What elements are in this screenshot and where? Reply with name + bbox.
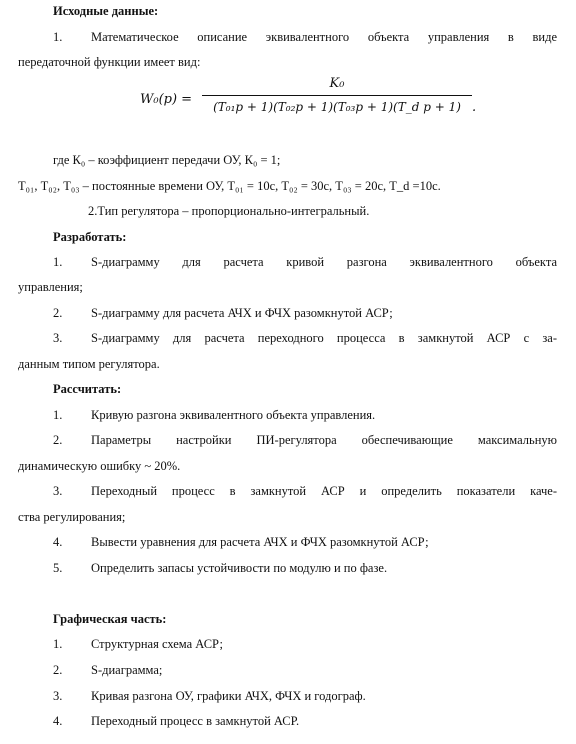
where-text: где К₀ – коэффициент передачи ОУ, К₀ = 1;	[53, 153, 281, 167]
calc-item-2-line1: 2. Параметры настройки ПИ-регулятора обеспечивающие максимальную	[53, 433, 557, 447]
calc-item-4: 4. Вывести уравнения для расчета АЧХ и ФЧХ разомкнутой АСР;	[53, 535, 429, 549]
regulator-type: 2.Тип регулятора – пропорционально-интегральный.	[88, 204, 370, 218]
heading-graphic: Графическая часть:	[53, 612, 167, 626]
formula-denominator: (T₀₁p + 1)(T₀₂p + 1)(T₀₃p + 1)(T_d p + 1)	[213, 100, 461, 114]
transfer-function-formula	[140, 74, 480, 130]
calc-item-3-line2: ства регулирования;	[18, 510, 126, 524]
formula-end: .	[472, 100, 477, 115]
graphic-item-1: 1. Структурная схема АСР;	[53, 637, 223, 651]
graphic-item-3: 3. Кривая разгона ОУ, графики АЧХ, ФЧХ и годограф.	[53, 689, 366, 703]
calc-item-1: 1. Кривую разгона эквивалентного объекта управления.	[53, 408, 376, 422]
calc-item-3-line1: 3. Переходный процесс в замкнутой АСР и определить показатели каче-	[53, 484, 557, 498]
formula-lhs: W₀(p) =	[140, 92, 193, 107]
calc-item-2-line2: динамическую ошибку ~ 20%.	[18, 459, 181, 473]
formula-numerator: K₀	[329, 76, 345, 91]
calc-item-5: 5. Определить запасы устойчивости по модулю и по фазе.	[53, 561, 388, 575]
fraction-bar	[202, 95, 472, 96]
heading-calculate: Рассчитать:	[53, 382, 122, 396]
develop-item-3-line1: 3. S-диаграмму для расчета переходного процесса в замкнутой АСР с за-	[53, 331, 557, 345]
item1-line1: 1. Математическое описание эквивалентного объекта управления в виде	[53, 30, 557, 44]
develop-item-1-line1: 1. S-диаграмму для расчета кривой разгона эквивалентного объекта	[53, 255, 557, 269]
item1-line2: передаточной функции имеет вид:	[18, 55, 201, 69]
develop-item-2: 2. S-диаграмму для расчета АЧХ и ФЧХ разомкнутой АСР;	[53, 306, 393, 320]
time-constants-text: Т₀₁, Т₀₂, Т₀₃ – постоянные времени ОУ, Т₀₁ = 10с, Т₀₂ = 30с, Т₀₃ = 20с, Т_d =10с.	[18, 179, 441, 193]
heading-develop: Разработать:	[53, 230, 127, 244]
heading-initial-data: Исходные данные:	[53, 4, 159, 18]
develop-item-1-line2: управления;	[18, 280, 83, 294]
graphic-item-2: 2. S-диаграмма;	[53, 663, 163, 677]
develop-item-3-line2: данным типом регулятора.	[18, 357, 160, 371]
graphic-item-4: 4. Переходный процесс в замкнутой АСР.	[53, 714, 300, 728]
formula-fraction	[202, 74, 472, 116]
